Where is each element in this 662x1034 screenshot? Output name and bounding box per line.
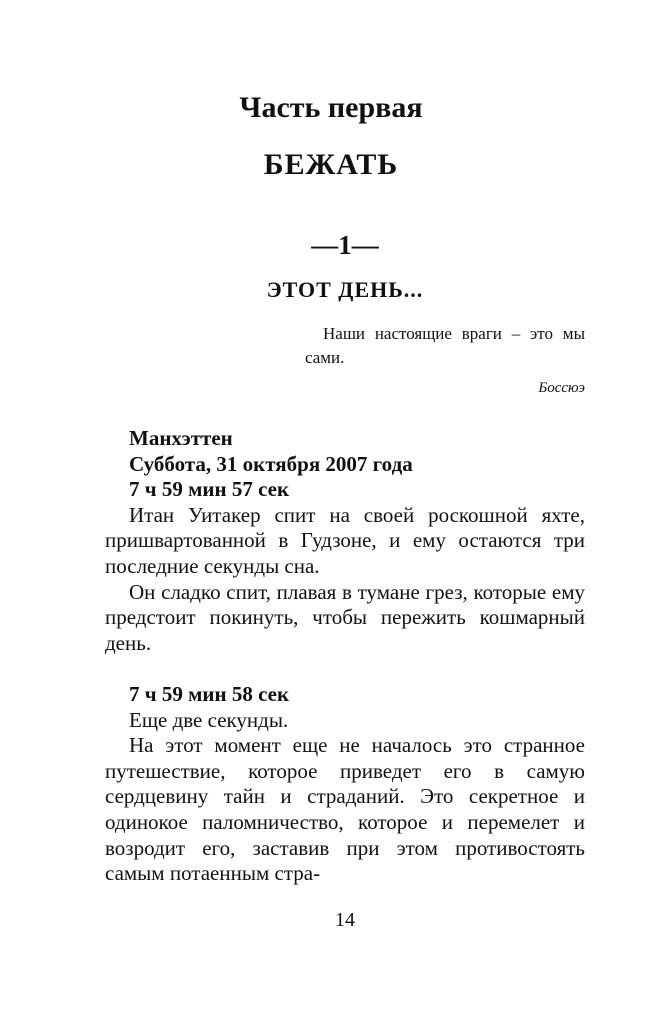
paragraph-4: На этот момент еще не началось это странное путешествие, которое приведет его в самую сердцевину тайн и страданий. Это секретное и одинокое паломничество, которое и перемелет и возродит его, заставив при этом противостоять самым потаенным стра- xyxy=(105,733,585,886)
epigraph-text: Наши настоящие враги – это мы сами. xyxy=(305,324,585,367)
paragraph-1: Итан Уитакер спит на своей роскошной яхте, пришвартованной в Гудзоне, и ему остаются три последние секунды сна. xyxy=(105,502,585,578)
section-gap xyxy=(105,656,585,682)
paragraph-3: Еще две секунды. xyxy=(129,707,289,732)
paragraph-2: Он сладко спит, плавая в тумане грез, которые ему предстоит покинуть, чтобы пережить кошмарный день. xyxy=(105,579,585,655)
location-line: Манхэттен xyxy=(129,426,233,450)
date-line: Суббота, 31 октября 2007 года xyxy=(129,451,413,476)
epigraph xyxy=(305,322,585,400)
timestamp-1: 7 ч 59 мин 57 сек xyxy=(129,477,290,502)
part-subtitle: БЕЖАТЬ xyxy=(263,148,399,181)
body-text xyxy=(105,426,585,887)
timestamp-2: 7 ч 59 мин 58 сек xyxy=(129,681,290,706)
epigraph-author: Боссюэ xyxy=(538,380,585,396)
part-title: Часть первая xyxy=(239,91,423,124)
chapter-title: ЭТОТ ДЕНЬ... xyxy=(266,277,424,302)
page-number: 14 xyxy=(335,909,355,931)
chapter-number: —1— xyxy=(311,230,379,260)
